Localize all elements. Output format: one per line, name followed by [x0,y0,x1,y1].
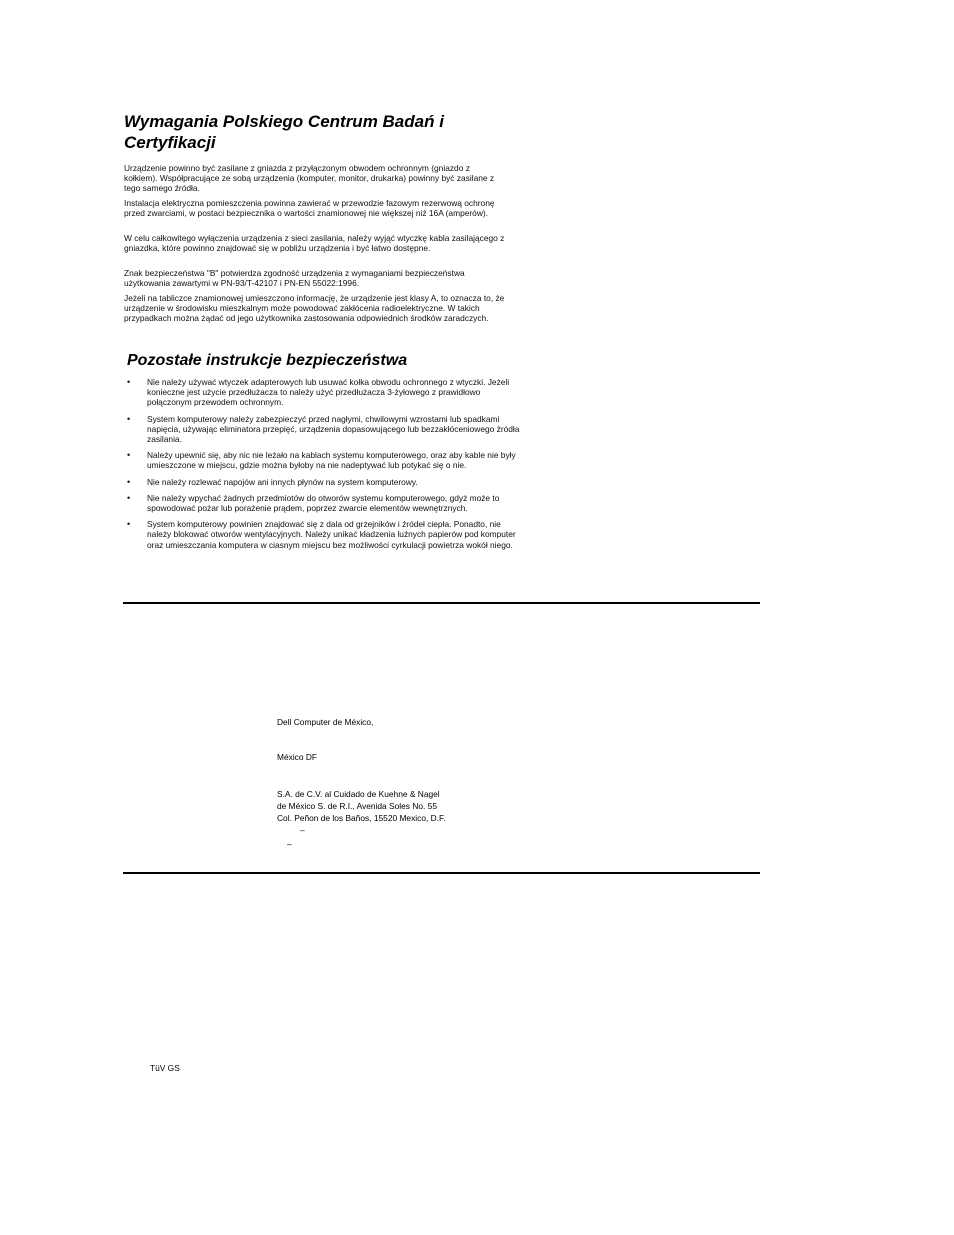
list-item: • Nie należy używać wtyczek adapterowych lub usuwać kołka obwodu ochronnego z wtyczki. Jeżeli konieczne jest użycie przedłużacza to należy użyć przedłużacza 3-żyłowego z prawidłowo połączonym przewodem ochronnym. [127,377,510,408]
mexico-address-line-1: S.A. de C.V. al Cuidado de Kuehne & Nagel [277,789,440,799]
list-item: • Nie należy rozlewać napojów ani innych płynów na system komputerowy. [127,476,418,487]
paragraph-3: W celu całkowitego wyłączenia urządzenia z sieci zasilania, należy wyjąć wtyczkę kabla zasilającego z gniazdka, które powinno znajdować się w pobliżu urządzenia i być łatwo dostępne. [124,233,505,254]
divider-bottom [123,872,760,874]
paragraph-5: Jeżeli na tabliczce znamionowej umieszczono informację, że urządzenie jest klasy A, to oznacza to, że urządzenie w środowisku mieszkalnym może powodować zakłócenia radioelektryczne. W takich przypadkach można żądać od jego użytkownika zastosowania odpowiednich środków zaradczych. [124,293,505,324]
bullet-icon: • [127,492,131,503]
dash-mark-2: – [287,839,292,849]
safety-bullet-list [124,377,524,556]
bullet-icon: • [127,413,131,424]
mexico-address-line-3: Col. Peñon de los Baños, 15520 Mexico, D.F. [277,813,446,823]
list-item: • Należy upewnić się, aby nic nie leżało na kablach systemu komputerowego, oraz aby kable nie były umieszczone w miejscu, gdzie można byłoby na nie nadeptywać lub potykać się o nie. [127,450,516,471]
paragraph-2: Instalacja elektryczna pomieszczenia powinna zawierać w przewodzie fazowym rezerwową ochronę przed zwarciami, w postaci bezpiecznika o wartości znamionowej nie większej niż 16A (amperów). [124,198,495,219]
list-item: • System komputerowy należy zabezpieczyć przed nagłymi, chwilowymi wzrostami lub spadkami napięcia, używając eliminatora przepięć, urządzenia dopasowującego lub bezzakłóceniowego źródła zasilania. [127,413,520,445]
tuv-gs-label: TüV GS [150,1063,180,1073]
divider-top [123,602,760,604]
mexico-address-line-2: de México S. de R.I., Avenida Soles No. 55 [277,801,437,811]
paragraph-1: Urządzenie powinno być zasilane z gniazda z przyłączonym obwodem ochronnym (gniazdo z kołkiem). Współpracujące ze sobą urządzenia (komputer, monitor, drukarka) powinny być zasilane z tego samego źródła. [124,163,495,194]
bullet-icon: • [127,377,131,387]
bullet-icon: • [127,519,131,530]
bullet-icon: • [127,450,131,461]
dash-mark-1: – [300,825,305,835]
section-title-polish-requirements: Wymagania Polskiego Centrum Badań i Certyfikacji [124,112,444,152]
mexico-company: Dell Computer de México, [277,717,374,727]
list-item: • System komputerowy powinien znajdować się z dala od grzejników i źródeł ciepła. Ponadto, nie należy blokować otworów wentylacyjnych. Należy unikać kładzenia luźnych papierów pod komputer oraz umieszczania komputera w ciasnym miejscu bez możliwości cyrkulacji powietrza wokół niego. [127,519,516,550]
paragraph-4: Znak bezpieczeństwa "B" potwierdza zgodność urządzenia z wymaganiami bezpieczeństwa użytkowania zawartymi w PN-93/T-42107 i PN-EN 55022:1996. [124,268,465,289]
mexico-city: México DF [277,752,318,762]
section-title-other-safety: Pozostałe instrukcje bezpieczeństwa [127,352,408,369]
bullet-icon: • [127,476,131,487]
list-item: • Nie należy wpychać żadnych przedmiotów do otworów systemu komputerowego, gdyż może to spowodować pożar lub porażenie prądem, poprzez zwarcie elementów wewnętrznych. [127,492,500,514]
